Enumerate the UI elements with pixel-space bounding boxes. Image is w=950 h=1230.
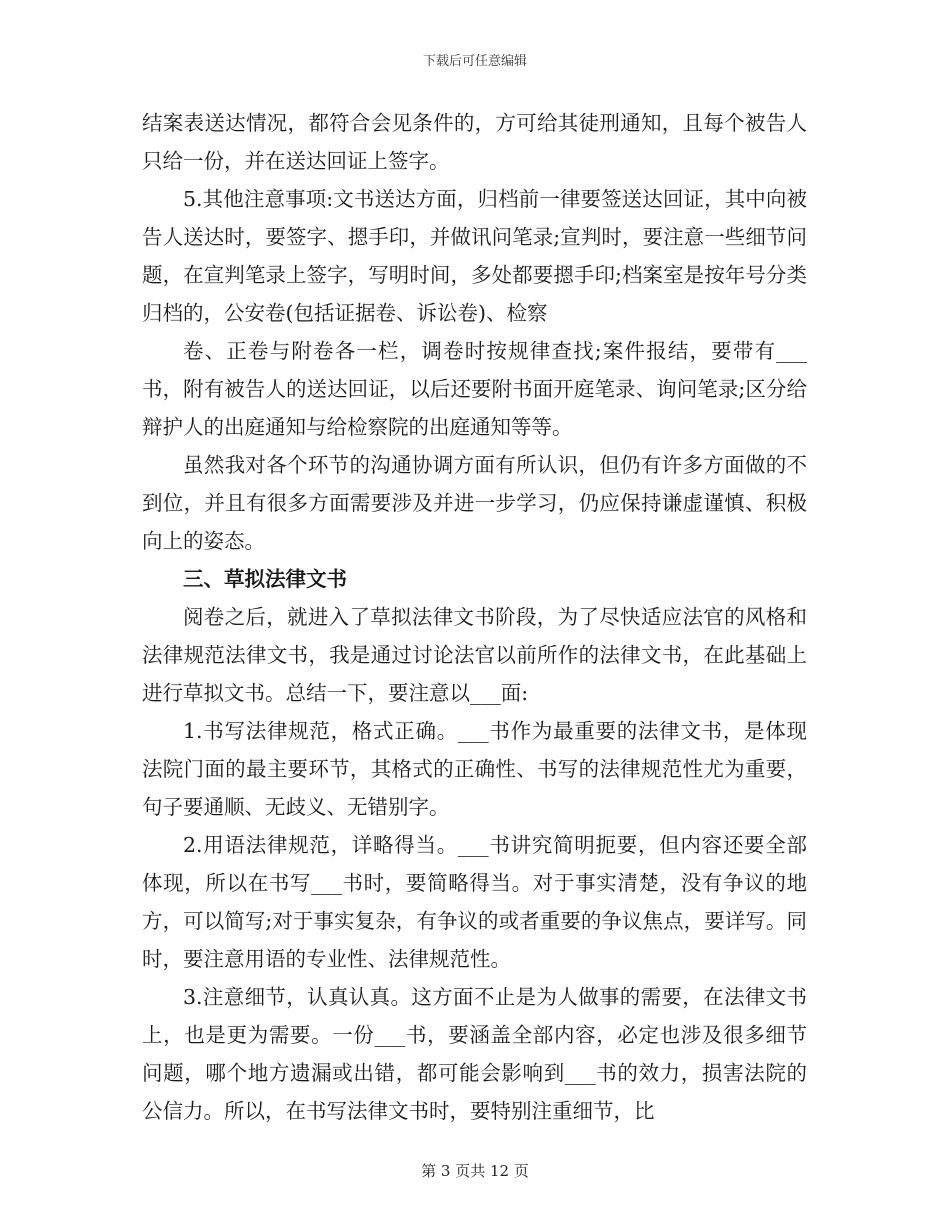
paragraph-point-2: 2.用语法律规范，详略得当。___书讲究简明扼要，但内容还要全部体现，所以在书写___书时，要简略得当。对于事实清楚，没有争议的地方，可以简写;对于事实复杂，有争议的或者重要的争议焦点，要详写。同时，要注意用语的专业性、法律规范性。 xyxy=(142,833,807,971)
paragraph-item-5: 5.其他注意事项:文书送达方面，归档前一律要签送达回证，其中向被告人送达时，要签字、摁手印，并做讯问笔录;宣判时，要注意一些细节问题，在宣判笔录上签字，写明时间，多处都要摁手印;档案室是按年号分类归档的，公安卷(包括证据卷、诉讼卷)、检察 xyxy=(142,187,807,325)
page-header-note: 下载后可任意编辑 xyxy=(422,54,527,69)
document-body xyxy=(142,104,807,1130)
paragraph-archive: 卷、正卷与附卷各一栏，调卷时按规律查找;案件报结，要带有___书，附有被告人的送达回证，以后还要附书面开庭笔录、询问笔录;区分给辩护人的出庭通知与给检察院的出庭通知等等。 xyxy=(142,339,807,439)
paragraph-point-3: 3.注意细节，认真认真。这方面不止是为人做事的需要，在法律文书上，也是更为需要。一份___书，要涵盖全部内容，必定也涉及很多细节问题，哪个地方遗漏或出错，都可能会影响到___书的效力，损害法院的公信力。所以，在书写法律文书时，要特别注重细节，比 xyxy=(142,985,807,1123)
page-number: 第 3 页共 12 页 xyxy=(421,1162,529,1180)
paragraph-continuation: 结案表送达情况，都符合会见条件的，方可给其徒刑通知，且每个被告人只给一份，并在送达回证上签字。 xyxy=(142,111,807,173)
paragraph-drafting-intro: 阅卷之后，就进入了草拟法律文书阶段，为了尽快适应法官的风格和法律规范法律文书，我是通过讨论法官以前所作的法律文书，在此基础上进行草拟文书。总结一下，要注意以___面: xyxy=(142,605,807,705)
paragraph-reflection: 虽然我对各个环节的沟通协调方面有所认识，但仍有许多方面做的不到位，并且有很多方面需要涉及并进一步学习，仍应保持谦虚谨慎、积极向上的姿态。 xyxy=(142,453,807,553)
paragraph-point-1: 1.书写法律规范，格式正确。___书作为最重要的法律文书，是体现法院门面的最主要环节，其格式的正确性、书写的法律规范性尤为重要，句子要通顺、无歧义、无错别字。 xyxy=(142,719,807,819)
section-heading-drafting: 三、草拟法律文书 xyxy=(183,567,347,591)
